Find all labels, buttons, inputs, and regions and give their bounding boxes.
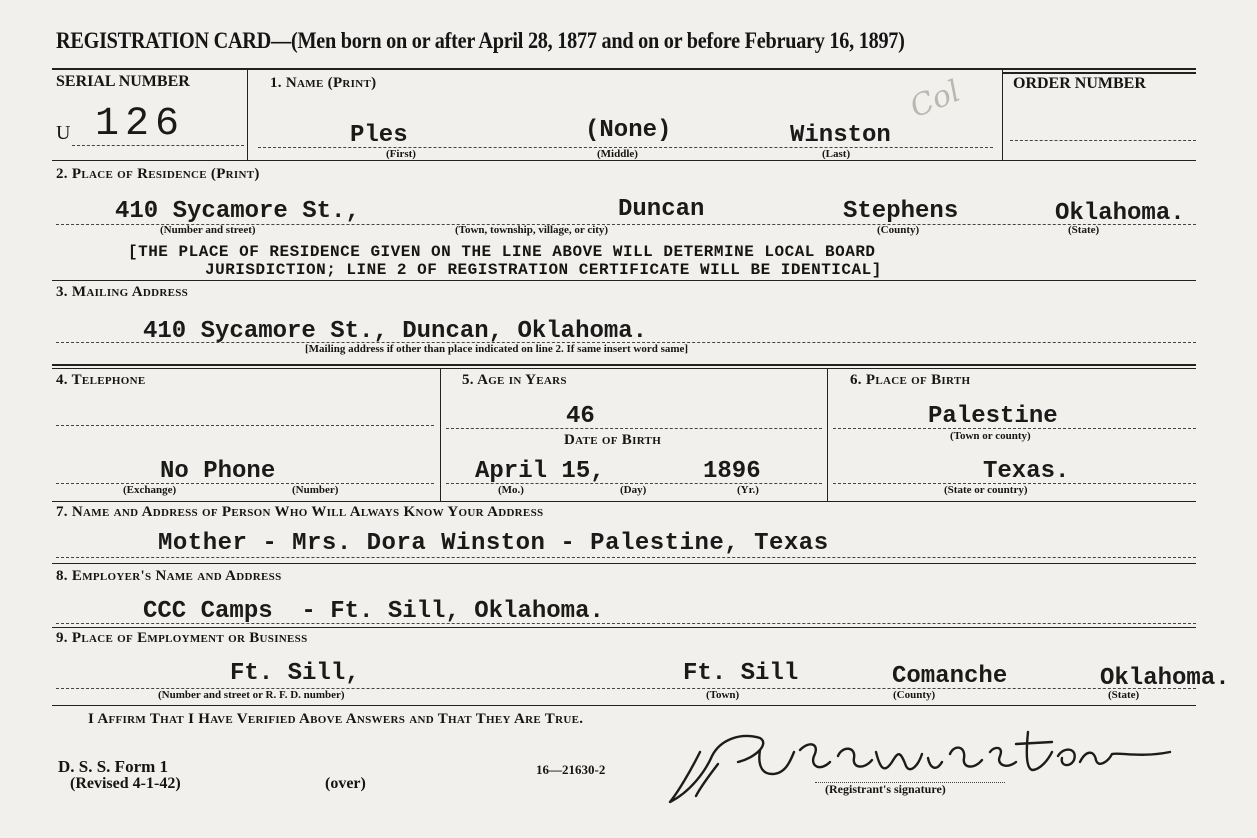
day-caption: (Day) bbox=[620, 484, 647, 496]
form-code: 16—21630-2 bbox=[536, 762, 606, 777]
order-top-rule bbox=[1003, 72, 1196, 74]
last-name: Winston bbox=[790, 122, 891, 149]
form-revised: (Revised 4-1-42) bbox=[70, 775, 181, 792]
telephone-value: No Phone bbox=[160, 458, 276, 485]
serial-line bbox=[72, 145, 244, 146]
employer-value: CCC Camps - Ft. Sill, Oklahoma. bbox=[143, 598, 604, 625]
form-name: D. S. S. Form 1 bbox=[58, 757, 169, 776]
mailing-caption: [Mailing address if other than place indicated on line 2. If same insert word same] bbox=[305, 343, 689, 355]
margin-note: Col bbox=[905, 73, 966, 126]
order-line bbox=[1010, 140, 1196, 141]
employment-county: Comanche bbox=[892, 663, 1008, 690]
rule-row5 bbox=[52, 563, 1196, 564]
residence-state: Oklahoma. bbox=[1055, 200, 1185, 227]
signature-line bbox=[815, 782, 1005, 783]
card-title: REGISTRATION CARD—(Men born on or after April 28, 1877 and on or before February 16, 1897) bbox=[56, 28, 905, 53]
employer-label: 8. Employer's Name and Address bbox=[56, 568, 282, 584]
rule-row6 bbox=[52, 627, 1196, 628]
birthplace-state: Texas. bbox=[983, 458, 1070, 485]
age-value: 46 bbox=[566, 403, 595, 430]
birthplace-state-caption: (State or country) bbox=[944, 484, 1028, 496]
mailing-value: 410 Sycamore St., Duncan, Oklahoma. bbox=[143, 318, 648, 345]
first-name: Ples bbox=[350, 122, 408, 149]
contact-value: Mother - Mrs. Dora Winston - Palestine, Texas bbox=[158, 530, 829, 557]
state-caption: (State) bbox=[1068, 224, 1100, 236]
divider-age bbox=[827, 368, 828, 501]
telephone-label: 4. Telephone bbox=[56, 372, 146, 388]
contact-label: 7. Name and Address of Person Who Will Always Know Your Address bbox=[56, 504, 544, 520]
residence-street: 410 Sycamore St., bbox=[115, 198, 360, 225]
employment-state: Oklahoma. bbox=[1100, 665, 1230, 692]
employment-street-caption: (Number and street or R. F. D. number) bbox=[158, 689, 345, 701]
name-label: 1. Name (Print) bbox=[270, 75, 377, 91]
employment-town-caption: (Town) bbox=[706, 689, 740, 701]
order-label: ORDER NUMBER bbox=[1013, 75, 1146, 92]
number-caption: (Number) bbox=[292, 484, 339, 496]
divider-tel bbox=[440, 368, 441, 501]
first-caption: (First) bbox=[386, 148, 416, 160]
last-caption: (Last) bbox=[822, 148, 851, 160]
birthplace-town-caption: (Town or county) bbox=[950, 430, 1031, 442]
affirmation: I Affirm That I Have Verified Above Answers and That They Are True. bbox=[88, 711, 584, 727]
employment-town: Ft. Sill bbox=[683, 660, 799, 687]
county-caption: (County) bbox=[877, 224, 920, 236]
middle-name: (None) bbox=[585, 117, 672, 144]
year-caption: (Yr.) bbox=[737, 484, 759, 496]
employment-county-caption: (County) bbox=[893, 689, 936, 701]
serial-label: SERIAL NUMBER bbox=[56, 73, 190, 90]
month-caption: (Mo.) bbox=[498, 484, 524, 496]
age-label: 5. Age in Years bbox=[462, 372, 567, 388]
street-caption: (Number and street) bbox=[160, 224, 256, 236]
rule-row3b bbox=[52, 368, 1196, 369]
birthplace-label: 6. Place of Birth bbox=[850, 372, 971, 388]
middle-caption: (Middle) bbox=[597, 148, 638, 160]
rule-row7 bbox=[52, 705, 1196, 706]
employment-state-caption: (State) bbox=[1108, 689, 1140, 701]
divider-order bbox=[1002, 68, 1003, 160]
residence-note-1: [THE PLACE OF RESIDENCE GIVEN ON THE LINE ABOVE WILL DETERMINE LOCAL BOARD bbox=[128, 243, 876, 261]
employment-label: 9. Place of Employment or Business bbox=[56, 630, 308, 646]
town-caption: (Town, township, village, or city) bbox=[455, 224, 609, 236]
employer-line bbox=[56, 623, 1196, 624]
telephone-line-2 bbox=[56, 483, 434, 484]
contact-line bbox=[56, 557, 1196, 558]
dob-month-day: April 15, bbox=[475, 458, 605, 485]
residence-note-2: JURISDICTION; LINE 2 OF REGISTRATION CERTIFICATE WILL BE IDENTICAL] bbox=[205, 261, 882, 279]
rule-row1 bbox=[52, 160, 1196, 161]
birthplace-line-1 bbox=[833, 428, 1196, 429]
mailing-label: 3. Mailing Address bbox=[56, 284, 189, 300]
top-rule bbox=[52, 68, 1196, 70]
signature-caption: (Registrant's signature) bbox=[825, 782, 946, 796]
residence-town: Duncan bbox=[618, 196, 705, 223]
residence-label: 2. Place of Residence (Print) bbox=[56, 166, 260, 182]
residence-county: Stephens bbox=[843, 198, 959, 225]
employment-street: Ft. Sill, bbox=[230, 660, 360, 687]
signature-image bbox=[660, 722, 1180, 812]
serial-value: 126 bbox=[95, 102, 186, 147]
serial-prefix: U bbox=[56, 122, 71, 144]
form-over: (over) bbox=[325, 775, 366, 792]
birthplace-town: Palestine bbox=[928, 403, 1058, 430]
exchange-caption: (Exchange) bbox=[123, 484, 177, 496]
dob-label: Date of Birth bbox=[564, 432, 662, 448]
rule-row4 bbox=[52, 501, 1196, 502]
dob-year: 1896 bbox=[703, 458, 761, 485]
age-line bbox=[446, 428, 822, 429]
telephone-line-1 bbox=[56, 425, 434, 426]
rule-row2 bbox=[52, 280, 1196, 281]
rule-row3 bbox=[52, 364, 1196, 366]
divider-serial bbox=[247, 68, 248, 160]
